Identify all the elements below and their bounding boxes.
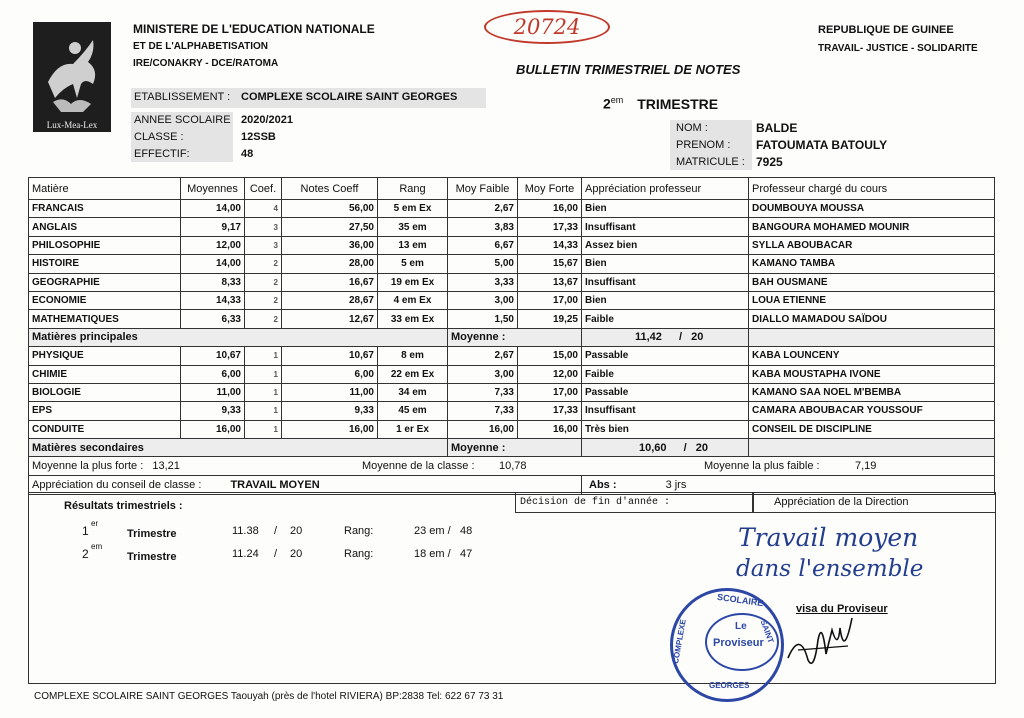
cell-coef: 1 — [245, 383, 282, 401]
cell-forte: 14,33 — [518, 236, 582, 254]
cell-moyenne: 16,00 — [181, 420, 245, 438]
cell-moyenne: 9,33 — [181, 402, 245, 420]
decision-label: Décision de fin d'année : — [520, 497, 671, 508]
visa-label: visa du Proviseur — [796, 603, 888, 615]
cell-faible: 2,67 — [448, 200, 518, 218]
effectif-label: EFFECTIF: — [134, 148, 190, 160]
cell-appreciation: Insuffisant — [582, 402, 749, 420]
result-2-total: 20 — [290, 548, 303, 560]
cell-faible: 1,50 — [448, 310, 518, 328]
nom-value: BALDE — [756, 121, 798, 135]
cell-matiere: BIOLOGIE — [29, 383, 181, 401]
result-1-moyenne: 11.38 — [232, 525, 259, 537]
cell-professeur: KAMANO SAA NOEL M'BEMBA — [749, 383, 995, 401]
secondary-moyenne-slash: / — [683, 441, 687, 454]
principal-moyenne-label: Moyenne : — [448, 328, 582, 346]
cell-professeur: CAMARA ABOUBACAR YOUSSOUF — [749, 402, 995, 420]
table-row — [29, 402, 995, 420]
cell-moyenne: 10,67 — [181, 347, 245, 365]
horseman-emblem-icon — [33, 22, 111, 114]
cell-notes: 16,00 — [282, 420, 378, 438]
result-1-sup: er — [91, 519, 99, 528]
cell-faible: 2,67 — [448, 347, 518, 365]
cell-rang: 5 em — [378, 255, 448, 273]
trimestre-label: TRIMESTRE — [637, 95, 719, 112]
table-row — [29, 420, 995, 438]
table-row — [29, 218, 995, 236]
school-emblem — [33, 22, 111, 132]
table-row — [29, 255, 995, 273]
cell-notes: 28,00 — [282, 255, 378, 273]
cell-appreciation: Passable — [582, 383, 749, 401]
cell-rang: 5 em Ex — [378, 200, 448, 218]
principal-moyenne-slash: / — [678, 331, 683, 344]
cell-faible: 7,33 — [448, 383, 518, 401]
trimestre-number: 2 — [603, 95, 611, 112]
header-moyennes: Moyennes — [181, 178, 245, 200]
annee-value: 2020/2021 — [241, 114, 293, 126]
cell-faible: 3,00 — [448, 291, 518, 309]
matricule-label: MATRICULE : — [676, 156, 745, 168]
cell-appreciation: Bien — [582, 291, 749, 309]
cell-notes: 28,67 — [282, 291, 378, 309]
stamp-inner-ring — [705, 613, 779, 671]
cell-professeur: DIALLO MAMADOU SAÏDOU — [749, 310, 995, 328]
document-title: BULLETIN TRIMESTRIEL DE NOTES — [516, 62, 741, 77]
stat-forte-label: Moyenne la plus forte : — [32, 460, 144, 473]
cell-professeur: CONSEIL DE DISCIPLINE — [749, 420, 995, 438]
direction-comment-line1: Travail moyen — [738, 523, 919, 552]
result-1-label: Trimestre — [127, 528, 177, 540]
cell-matiere: EPS — [29, 402, 181, 420]
cell-notes: 6,00 — [282, 365, 378, 383]
cell-notes: 16,67 — [282, 273, 378, 291]
cell-forte: 16,00 — [518, 420, 582, 438]
cell-appreciation: Bien — [582, 200, 749, 218]
logo-motto: Lux-Mea-Lex — [46, 120, 98, 130]
table-header-row — [29, 178, 995, 200]
cell-coef: 3 — [245, 218, 282, 236]
table-row — [29, 200, 995, 218]
stats-cell — [29, 457, 995, 476]
result-2-slash: / — [274, 548, 278, 560]
cell-professeur: SYLLA ABOUBACAR — [749, 236, 995, 254]
cell-matiere: MATHEMATIQUES — [29, 310, 181, 328]
header-moy-forte: Moy Forte — [518, 178, 582, 200]
country-motto: TRAVAIL- JUSTICE - SOLIDARITE — [818, 43, 978, 54]
cell-faible: 3,00 — [448, 365, 518, 383]
cell-coef: 4 — [245, 200, 282, 218]
cell-rang: 34 em — [378, 383, 448, 401]
abs-label: Abs : — [589, 479, 617, 492]
stat-classe-label: Moyenne de la classe : — [362, 460, 475, 473]
stamp-center-line1: Le — [735, 621, 747, 632]
cell-moyenne: 14,33 — [181, 291, 245, 309]
table-row — [29, 310, 995, 328]
stamp-bottom-text: GEORGES — [709, 681, 750, 690]
stats-row — [29, 457, 995, 476]
abs-value: 3 jrs — [665, 479, 687, 492]
table-row — [29, 347, 995, 365]
cell-notes: 36,00 — [282, 236, 378, 254]
cell-professeur: LOUA ETIENNE — [749, 291, 995, 309]
cell-appreciation: Passable — [582, 347, 749, 365]
cell-coef: 1 — [245, 365, 282, 383]
cell-moyenne: 14,00 — [181, 200, 245, 218]
cell-notes: 11,00 — [282, 383, 378, 401]
stat-faible-label: Moyenne la plus faible : — [704, 460, 820, 473]
cell-matiere: FRANCAIS — [29, 200, 181, 218]
etablissement-value: COMPLEXE SCOLAIRE SAINT GEORGES — [241, 91, 458, 103]
cell-forte: 19,25 — [518, 310, 582, 328]
result-1-rang: 23 em / — [414, 525, 451, 537]
header-matiere: Matière — [29, 178, 181, 200]
cell-notes: 9,33 — [282, 402, 378, 420]
result-1-effectif: 48 — [460, 525, 473, 537]
cell-notes: 12,67 — [282, 310, 378, 328]
cell-matiere: CONDUITE — [29, 420, 181, 438]
cell-coef: 2 — [245, 310, 282, 328]
cell-appreciation: Très bien — [582, 420, 749, 438]
result-1-rang-label: Rang: — [344, 525, 374, 537]
cell-rang: 8 em — [378, 347, 448, 365]
cell-forte: 12,00 — [518, 365, 582, 383]
cell-coef: 2 — [245, 273, 282, 291]
cell-coef: 3 — [245, 236, 282, 254]
cell-faible: 5,00 — [448, 255, 518, 273]
country-name: REPUBLIQUE DE GUINEE — [818, 24, 954, 36]
secondary-moyenne-total: 20 — [695, 441, 708, 454]
cell-forte: 13,67 — [518, 273, 582, 291]
ministry-line3: IRE/CONAKRY - DCE/RATOMA — [133, 58, 279, 69]
conseil-label: Appréciation du conseil de classe : — [32, 479, 202, 492]
classe-label: CLASSE : — [134, 131, 184, 143]
school-stamp — [670, 588, 784, 702]
etablissement-label: ETABLISSEMENT : — [134, 91, 231, 103]
cell-coef: 1 — [245, 347, 282, 365]
cell-forte: 17,00 — [518, 383, 582, 401]
cell-matiere: ECONOMIE — [29, 291, 181, 309]
ministry-line2: ET DE L'ALPHABETISATION — [133, 41, 268, 52]
header-professeur: Professeur chargé du cours — [749, 178, 995, 200]
stat-faible-value: 7,19 — [855, 460, 877, 473]
secondary-moyenne-value — [582, 439, 749, 457]
cell-appreciation: Bien — [582, 255, 749, 273]
cell-matiere: CHIMIE — [29, 365, 181, 383]
table-row — [29, 365, 995, 383]
stamp-right-text: SAINT — [758, 618, 776, 645]
prenom-label: PRENOM : — [676, 139, 731, 151]
cell-forte: 17,33 — [518, 402, 582, 420]
principal-moyenne-number: 11,42 — [635, 331, 662, 344]
results-title: Résultats trimestriels : — [64, 500, 183, 512]
result-row-2 — [82, 542, 502, 565]
cell-appreciation: Faible — [582, 365, 749, 383]
secondary-summary-row — [29, 439, 995, 457]
cell-moyenne: 14,00 — [181, 255, 245, 273]
cell-coef: 2 — [245, 255, 282, 273]
cell-faible: 7,33 — [448, 402, 518, 420]
principal-moyenne-total: 20 — [691, 331, 704, 344]
table-row — [29, 236, 995, 254]
cell-forte: 15,67 — [518, 255, 582, 273]
header-coef: Coef. — [245, 178, 282, 200]
effectif-value: 48 — [241, 148, 254, 160]
annee-label: ANNEE SCOLAIRE — [134, 114, 231, 126]
cell-professeur: KAMANO TAMBA — [749, 255, 995, 273]
cell-moyenne: 9,17 — [181, 218, 245, 236]
cell-matiere: PHILOSOPHIE — [29, 236, 181, 254]
table-row — [29, 273, 995, 291]
principal-summary-row — [29, 328, 995, 346]
classe-value: 12SSB — [241, 131, 276, 143]
cell-faible: 3,33 — [448, 273, 518, 291]
header-appreciation: Appréciation professeur — [582, 178, 749, 200]
cell-professeur: DOUMBOUYA MOUSSA — [749, 200, 995, 218]
cell-forte: 15,00 — [518, 347, 582, 365]
principal-moyenne-value — [582, 328, 749, 346]
cell-matiere: GEOGRAPHIE — [29, 273, 181, 291]
nom-label: NOM : — [676, 122, 708, 134]
cell-appreciation: Insuffisant — [582, 273, 749, 291]
principal-summary-empty — [749, 328, 995, 346]
cell-forte: 17,33 — [518, 218, 582, 236]
trimestre-heading — [603, 95, 718, 112]
direction-label: Appréciation de la Direction — [774, 496, 909, 508]
cell-coef: 1 — [245, 420, 282, 438]
cell-professeur: BAH OUSMANE — [749, 273, 995, 291]
table-row — [29, 383, 995, 401]
cell-matiere: HISTOIRE — [29, 255, 181, 273]
cell-rang: 1 er Ex — [378, 420, 448, 438]
result-2-effectif: 47 — [460, 548, 473, 560]
stat-forte-value: 13,21 — [152, 460, 180, 473]
cell-coef: 1 — [245, 402, 282, 420]
cell-moyenne: 6,00 — [181, 365, 245, 383]
cell-moyenne: 11,00 — [181, 383, 245, 401]
cell-faible: 16,00 — [448, 420, 518, 438]
cell-rang: 13 em — [378, 236, 448, 254]
cell-appreciation: Faible — [582, 310, 749, 328]
cell-forte: 16,00 — [518, 200, 582, 218]
footer-address: COMPLEXE SCOLAIRE SAINT GEORGES Taouyah (près de l'hotel RIVIERA) BP:2838 Tel: 622 67 73 31 — [34, 691, 504, 702]
result-2-sup: em — [91, 542, 103, 551]
result-row-1 — [82, 519, 502, 542]
cell-professeur: BANGOURA MOHAMED MOUNIR — [749, 218, 995, 236]
cell-faible: 6,67 — [448, 236, 518, 254]
secondary-moyenne-number: 10,60 — [639, 441, 667, 454]
cell-rang: 4 em Ex — [378, 291, 448, 309]
principal-summary-label: Matières principales — [29, 328, 448, 346]
trimestre-sup: em — [610, 95, 624, 105]
cell-appreciation: Insuffisant — [582, 218, 749, 236]
proviseur-signature — [778, 610, 858, 680]
stamp-center-line2: Proviseur — [713, 637, 764, 649]
cell-appreciation: Assez bien — [582, 236, 749, 254]
result-1-total: 20 — [290, 525, 303, 537]
cell-rang: 33 em Ex — [378, 310, 448, 328]
stat-classe-value: 10,78 — [499, 460, 527, 473]
secondary-summary-label: Matières secondaires — [29, 439, 448, 457]
cell-matiere: ANGLAIS — [29, 218, 181, 236]
header-rang: Rang — [378, 178, 448, 200]
cell-rang: 45 em — [378, 402, 448, 420]
table-row — [29, 291, 995, 309]
matricule-value: 7925 — [756, 155, 783, 169]
header-notes-coeff: Notes Coeff — [282, 178, 378, 200]
reference-number: 20724 — [484, 10, 610, 44]
result-1-slash: / — [274, 525, 278, 537]
secondary-summary-empty — [749, 439, 995, 457]
cell-rang: 19 em Ex — [378, 273, 448, 291]
cell-coef: 2 — [245, 291, 282, 309]
cell-moyenne: 6,33 — [181, 310, 245, 328]
cell-notes: 56,00 — [282, 200, 378, 218]
grades-table — [28, 177, 995, 495]
result-2-rang: 18 em / — [414, 548, 451, 560]
result-1-num: 1 — [82, 524, 89, 538]
direction-comment-line2: dans l'ensemble — [736, 556, 924, 582]
cell-forte: 17,00 — [518, 291, 582, 309]
cell-rang: 35 em — [378, 218, 448, 236]
conseil-value: TRAVAIL MOYEN — [230, 479, 320, 492]
ministry-line1: MINISTERE DE L'EDUCATION NATIONALE — [133, 22, 375, 36]
header-moy-faible: Moy Faible — [448, 178, 518, 200]
cell-notes: 10,67 — [282, 347, 378, 365]
cell-notes: 27,50 — [282, 218, 378, 236]
result-2-label: Trimestre — [127, 551, 177, 563]
cell-faible: 3,83 — [448, 218, 518, 236]
prenom-value: FATOUMATA BATOULY — [756, 138, 888, 152]
secondary-moyenne-label: Moyenne : — [448, 439, 582, 457]
stamp-top-text: SCOLAIRE — [716, 591, 764, 609]
cell-professeur: KABA LOUNCENY — [749, 347, 995, 365]
result-2-num: 2 — [82, 547, 89, 561]
cell-moyenne: 8,33 — [181, 273, 245, 291]
cell-matiere: PHYSIQUE — [29, 347, 181, 365]
result-2-rang-label: Rang: — [344, 548, 374, 560]
cell-professeur: KABA MOUSTAPHA IVONE — [749, 365, 995, 383]
stamp-left-text: COMPLEXE — [671, 618, 688, 665]
result-2-moyenne: 11.24 — [232, 548, 259, 560]
cell-moyenne: 12,00 — [181, 236, 245, 254]
cell-rang: 22 em Ex — [378, 365, 448, 383]
